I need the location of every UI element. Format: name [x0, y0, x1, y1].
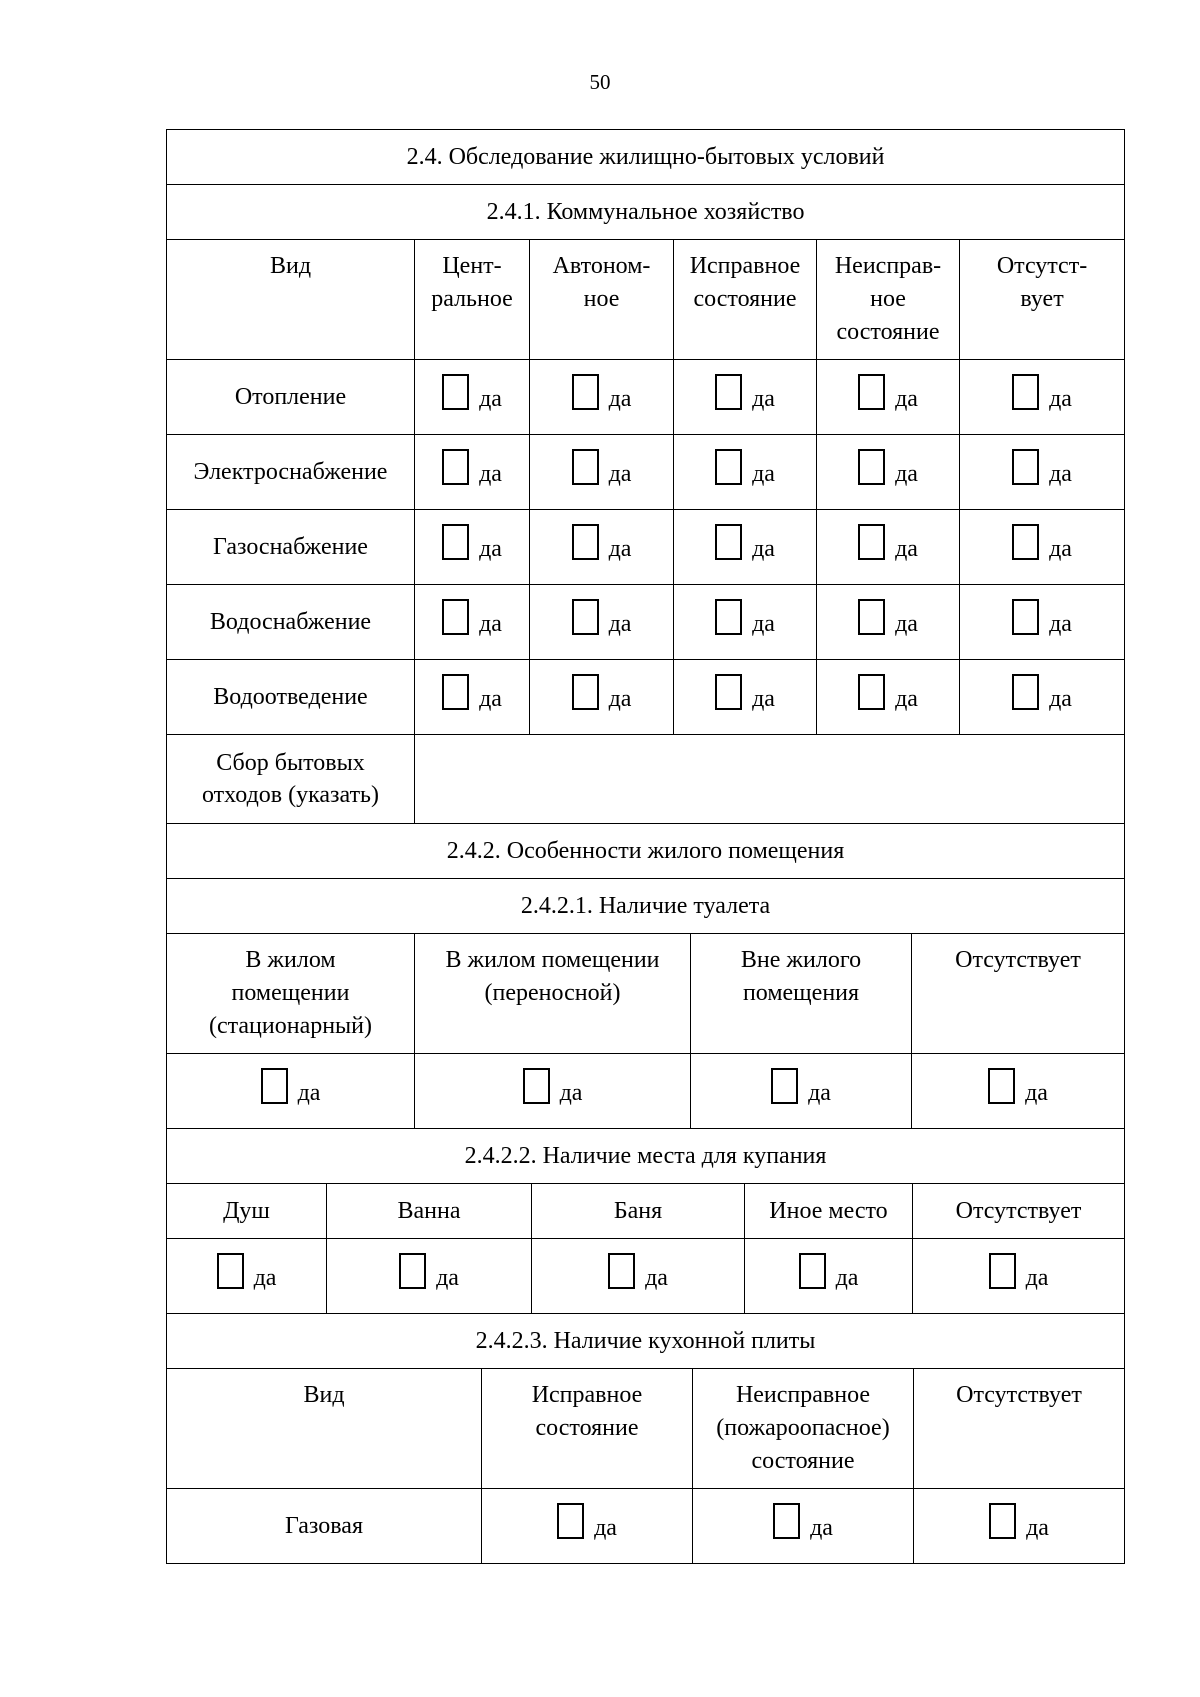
- utilities-col-0: Цент- ральное: [415, 240, 530, 360]
- checkbox-label: да: [608, 461, 632, 487]
- stove-row: [167, 1489, 1125, 1564]
- toilet-option-1: [415, 1054, 691, 1129]
- checkbox-square[interactable]: [715, 524, 742, 560]
- utilities-option-4-2-checkbox[interactable]: [715, 674, 775, 710]
- checkbox-label: да: [1049, 536, 1072, 562]
- toilet-option-0: [167, 1054, 415, 1129]
- utilities-option-0-0-checkbox[interactable]: [442, 374, 502, 410]
- stove-col-1: Неисправное (пожароопасное) состояние: [693, 1369, 914, 1489]
- bathing-col-3: Иное место: [745, 1184, 913, 1239]
- stove-option-0-2-checkbox[interactable]: [989, 1503, 1049, 1539]
- stove-table: [166, 1368, 1125, 1564]
- utilities-option-1-0-checkbox[interactable]: [442, 449, 502, 485]
- utilities-option-1-0: [415, 435, 530, 510]
- utilities-option-0-4: [960, 360, 1125, 435]
- bathing-option-3-checkbox[interactable]: [799, 1253, 859, 1289]
- utilities-option-4-2: [674, 660, 817, 735]
- utilities-row-label: Газоснабжение: [167, 510, 415, 585]
- utilities-row-label: Водоотведение: [167, 660, 415, 735]
- stove-row-label: Газовая: [167, 1489, 482, 1564]
- utilities-col-4: Отсутст- вует: [960, 240, 1125, 360]
- utilities-option-1-2-checkbox[interactable]: [715, 449, 775, 485]
- checkbox-square[interactable]: [858, 599, 885, 635]
- stove-option-0-0: [482, 1489, 693, 1564]
- utilities-col-kind: Вид: [167, 240, 415, 360]
- utilities-option-4-3: [817, 660, 960, 735]
- utilities-option-2-2: [674, 510, 817, 585]
- checkbox-label: да: [253, 1265, 277, 1291]
- checkbox-label: да: [752, 611, 775, 637]
- checkbox-square[interactable]: [217, 1253, 244, 1289]
- checkbox-label: да: [895, 536, 918, 562]
- checkbox-label: да: [645, 1265, 668, 1291]
- toilet-col-1: В жилом помещении (переносной): [415, 934, 691, 1054]
- checkbox-label: да: [810, 1515, 833, 1541]
- checkbox-label: да: [608, 686, 632, 712]
- checkbox-square[interactable]: [715, 599, 742, 635]
- checkbox-label: да: [436, 1265, 459, 1291]
- checkbox-square[interactable]: [988, 1068, 1015, 1104]
- utilities-option-4-4-checkbox[interactable]: [1012, 674, 1072, 710]
- checkbox-label: да: [895, 386, 918, 412]
- checkbox-label: да: [608, 611, 632, 637]
- checkbox-square[interactable]: [1012, 524, 1039, 560]
- utilities-option-1-3-checkbox[interactable]: [858, 449, 918, 485]
- toilet-col-3: Отсутствует: [912, 934, 1125, 1054]
- checkbox-square[interactable]: [557, 1503, 584, 1539]
- utilities-option-2-1-checkbox[interactable]: [572, 524, 632, 560]
- checkbox-square[interactable]: [442, 449, 469, 485]
- stove-col-kind: Вид: [167, 1369, 482, 1489]
- checkbox-square[interactable]: [715, 449, 742, 485]
- bathing-col-4: Отсутствует: [913, 1184, 1125, 1239]
- checkbox-label: да: [479, 611, 502, 637]
- checkbox-square[interactable]: [1012, 449, 1039, 485]
- stove-option-0-1: [693, 1489, 914, 1564]
- utilities-option-2-3-checkbox[interactable]: [858, 524, 918, 560]
- utilities-option-3-3-checkbox[interactable]: [858, 599, 918, 635]
- checkbox-square[interactable]: [858, 674, 885, 710]
- checkbox-square[interactable]: [1012, 674, 1039, 710]
- utilities-row-label: Отопление: [167, 360, 415, 435]
- checkbox-label: да: [479, 686, 502, 712]
- checkbox-label: да: [297, 1080, 321, 1106]
- utilities-option-2-0-checkbox[interactable]: [442, 524, 502, 560]
- checkbox-square[interactable]: [572, 674, 599, 710]
- checkbox-square[interactable]: [715, 674, 742, 710]
- bathing-option-0-checkbox[interactable]: [217, 1253, 277, 1289]
- checkbox-square[interactable]: [572, 599, 599, 635]
- utilities-option-1-4: [960, 435, 1125, 510]
- utilities-option-3-1-checkbox[interactable]: [572, 599, 632, 635]
- checkbox-label: да: [895, 686, 918, 712]
- utilities-option-0-3-checkbox[interactable]: [858, 374, 918, 410]
- utilities-option-2-3: [817, 510, 960, 585]
- checkbox-label: да: [752, 536, 775, 562]
- checkbox-label: да: [1025, 1265, 1049, 1291]
- waste-collection-label: Сбор бытовых отходов (указать): [167, 735, 415, 824]
- stove-col-2: Отсутствует: [914, 1369, 1125, 1489]
- toilet-table: [166, 933, 1125, 1184]
- utilities-option-2-4-checkbox[interactable]: [1012, 524, 1072, 560]
- utilities-row-label: Водоснабжение: [167, 585, 415, 660]
- checkbox-label: да: [752, 386, 775, 412]
- utilities-option-2-0: [415, 510, 530, 585]
- utilities-col-1: Автоном- ное: [530, 240, 674, 360]
- utilities-option-3-4: [960, 585, 1125, 660]
- checkbox-square[interactable]: [773, 1503, 800, 1539]
- utilities-option-1-2: [674, 435, 817, 510]
- checkbox-square[interactable]: [442, 374, 469, 410]
- utilities-option-1-1: [530, 435, 674, 510]
- checkbox-square[interactable]: [608, 1253, 635, 1289]
- utilities-row: [167, 585, 1125, 660]
- utilities-option-0-4-checkbox[interactable]: [1012, 374, 1072, 410]
- checkbox-square[interactable]: [858, 524, 885, 560]
- utilities-option-1-1-checkbox[interactable]: [572, 449, 632, 485]
- bathing-col-2: Баня: [532, 1184, 745, 1239]
- utilities-option-4-3-checkbox[interactable]: [858, 674, 918, 710]
- utilities-option-4-0-checkbox[interactable]: [442, 674, 502, 710]
- checkbox-label: да: [479, 386, 502, 412]
- utilities-option-3-2: [674, 585, 817, 660]
- checkbox-square[interactable]: [442, 524, 469, 560]
- stove-option-0-1-checkbox[interactable]: [773, 1503, 833, 1539]
- utilities-option-0-1: [530, 360, 674, 435]
- checkbox-label: да: [1049, 461, 1072, 487]
- checkbox-label: да: [479, 461, 502, 487]
- checkbox-label: да: [895, 611, 918, 637]
- utilities-row: [167, 360, 1125, 435]
- checkbox-square[interactable]: [771, 1068, 798, 1104]
- checkbox-square[interactable]: [858, 374, 885, 410]
- utilities-option-1-3: [817, 435, 960, 510]
- checkbox-square[interactable]: [989, 1503, 1016, 1539]
- bathing-option-3: [745, 1239, 913, 1314]
- toilet-option-3: [912, 1054, 1125, 1129]
- utilities-option-3-4-checkbox[interactable]: [1012, 599, 1072, 635]
- utilities-col-2: Исправное состояние: [674, 240, 817, 360]
- checkbox-square[interactable]: [442, 674, 469, 710]
- checkbox-label: да: [608, 386, 632, 412]
- toilet-option-1-checkbox[interactable]: [523, 1068, 583, 1104]
- toilet-col-0: В жилом помещении (стационарный): [167, 934, 415, 1054]
- bathing-col-1: Ванна: [327, 1184, 532, 1239]
- utilities-option-0-2: [674, 360, 817, 435]
- toilet-col-2: Вне жилого помещения: [691, 934, 912, 1054]
- utilities-option-1-4-checkbox[interactable]: [1012, 449, 1072, 485]
- checkbox-label: да: [594, 1515, 617, 1541]
- utilities-option-0-1-checkbox[interactable]: [572, 374, 632, 410]
- utilities-option-2-1: [530, 510, 674, 585]
- toilet-title: 2.4.2.1. Наличие туалета: [167, 879, 1125, 934]
- checkbox-label: да: [1049, 386, 1072, 412]
- utilities-option-2-2-checkbox[interactable]: [715, 524, 775, 560]
- utilities-option-4-1-checkbox[interactable]: [572, 674, 632, 710]
- living-conditions-form: [166, 129, 1124, 1564]
- utilities-col-3: Неисправ- ное состояние: [817, 240, 960, 360]
- utilities-option-0-2-checkbox[interactable]: [715, 374, 775, 410]
- stove-col-0: Исправное состояние: [482, 1369, 693, 1489]
- utilities-row: [167, 510, 1125, 585]
- utilities-option-4-0: [415, 660, 530, 735]
- checkbox-label: да: [752, 461, 775, 487]
- utilities-row-label: Электроснабжение: [167, 435, 415, 510]
- utilities-option-0-3: [817, 360, 960, 435]
- checkbox-label: да: [1025, 1080, 1048, 1106]
- checkbox-square[interactable]: [1012, 374, 1039, 410]
- dwelling-title: 2.4.2. Особенности жилого помещения: [167, 824, 1125, 879]
- checkbox-square[interactable]: [572, 374, 599, 410]
- toilet-option-0-checkbox[interactable]: [261, 1068, 321, 1104]
- utilities-option-3-3: [817, 585, 960, 660]
- utilities-option-0-0: [415, 360, 530, 435]
- utilities-option-2-4: [960, 510, 1125, 585]
- stove-option-0-0-checkbox[interactable]: [557, 1503, 617, 1539]
- stove-option-0-2: [914, 1489, 1125, 1564]
- bathing-option-4-checkbox[interactable]: [989, 1253, 1049, 1289]
- bathing-option-4: [913, 1239, 1125, 1314]
- checkbox-label: да: [479, 536, 502, 562]
- checkbox-square[interactable]: [442, 599, 469, 635]
- checkbox-label: да: [835, 1265, 859, 1291]
- checkbox-square[interactable]: [989, 1253, 1016, 1289]
- utilities-option-3-1: [530, 585, 674, 660]
- bathing-option-2: [532, 1239, 745, 1314]
- utilities-option-4-1: [530, 660, 674, 735]
- checkbox-label: да: [608, 536, 632, 562]
- section-title: 2.4. Обследование жилищно-бытовых условий: [167, 130, 1125, 185]
- utilities-option-3-2-checkbox[interactable]: [715, 599, 775, 635]
- utilities-title: 2.4.1. Коммунальное хозяйство: [167, 185, 1125, 240]
- checkbox-square[interactable]: [261, 1068, 288, 1104]
- checkbox-label: да: [1026, 1515, 1049, 1541]
- utilities-table: [166, 129, 1125, 934]
- checkbox-square[interactable]: [523, 1068, 550, 1104]
- checkbox-label: да: [752, 686, 775, 712]
- bathing-option-1: [327, 1239, 532, 1314]
- utilities-row: [167, 435, 1125, 510]
- bathing-col-0: Душ: [167, 1184, 327, 1239]
- bathing-option-0: [167, 1239, 327, 1314]
- toilet-option-3-checkbox[interactable]: [988, 1068, 1048, 1104]
- checkbox-square[interactable]: [399, 1253, 426, 1289]
- checkbox-square[interactable]: [715, 374, 742, 410]
- utilities-option-3-0: [415, 585, 530, 660]
- checkbox-label: да: [1049, 611, 1072, 637]
- toilet-option-2-checkbox[interactable]: [771, 1068, 831, 1104]
- utilities-row: [167, 660, 1125, 735]
- bathing-table: [166, 1183, 1125, 1369]
- checkbox-square[interactable]: [572, 524, 599, 560]
- utilities-option-4-4: [960, 660, 1125, 735]
- checkbox-label: да: [559, 1080, 583, 1106]
- waste-collection-field[interactable]: [415, 735, 1125, 824]
- checkbox-label: да: [1049, 686, 1072, 712]
- utilities-option-3-0-checkbox[interactable]: [442, 599, 502, 635]
- checkbox-square[interactable]: [799, 1253, 826, 1289]
- checkbox-label: да: [808, 1080, 831, 1106]
- checkbox-label: да: [895, 461, 918, 487]
- bathing-option-1-checkbox[interactable]: [399, 1253, 459, 1289]
- bathing-option-2-checkbox[interactable]: [608, 1253, 668, 1289]
- page-number: 50: [589, 70, 611, 94]
- checkbox-square[interactable]: [572, 449, 599, 485]
- stove-title: 2.4.2.3. Наличие кухонной плиты: [167, 1314, 1125, 1369]
- toilet-option-2: [691, 1054, 912, 1129]
- checkbox-square[interactable]: [858, 449, 885, 485]
- bathing-title: 2.4.2.2. Наличие места для купания: [167, 1129, 1125, 1184]
- checkbox-square[interactable]: [1012, 599, 1039, 635]
